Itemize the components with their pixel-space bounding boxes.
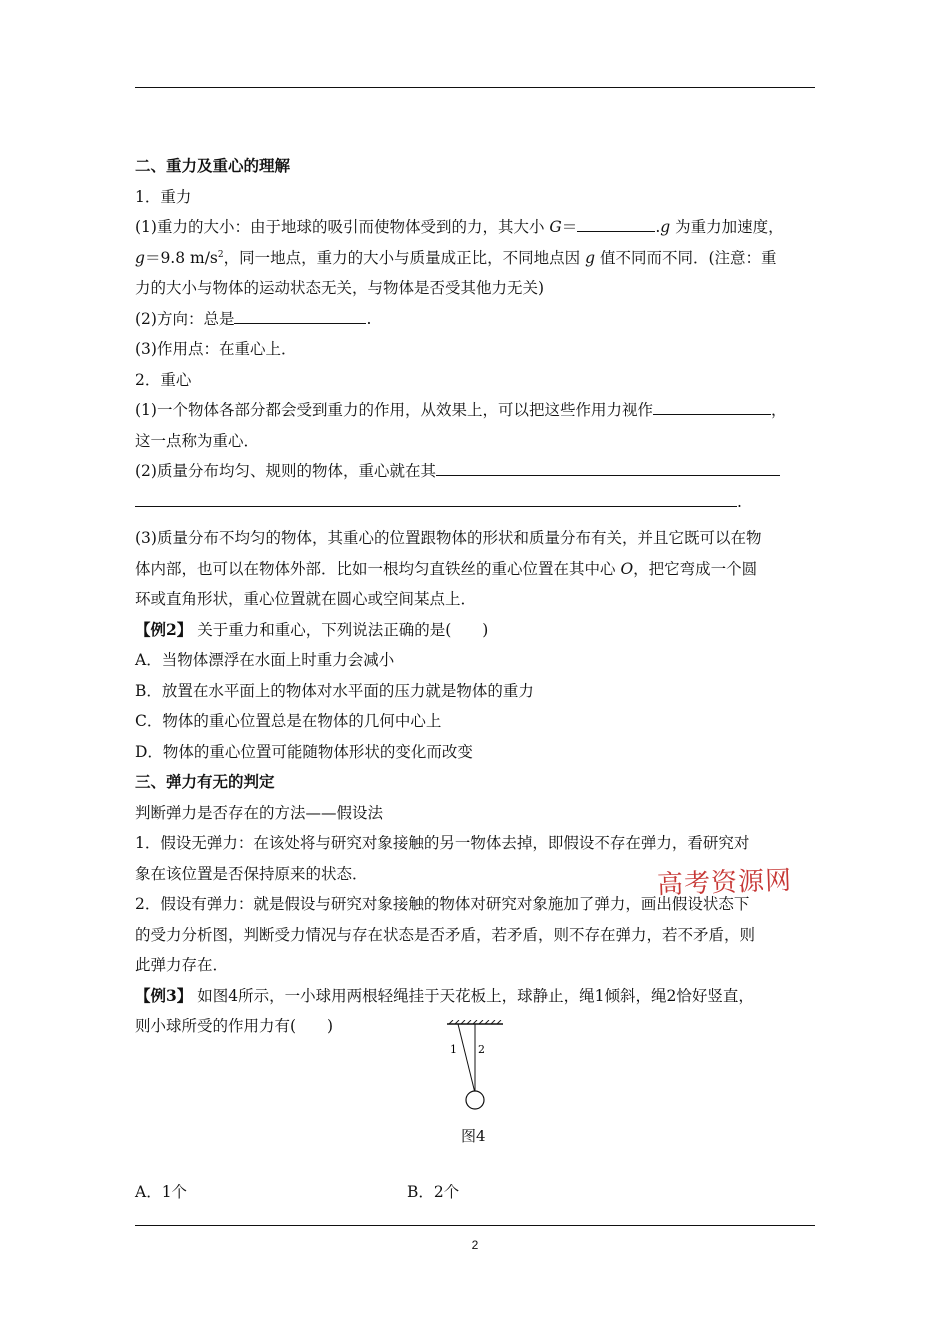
paragraph: . [135,487,815,518]
option-a[interactable]: A．1个 [135,1183,188,1201]
option-b[interactable]: B．放置在水平面上的物体对水平面的压力就是物体的重力 [135,681,534,700]
option-c[interactable]: C．物体的重心位置总是在物体的几何中心上 [135,712,442,730]
paragraph: (2)质量分布均匀、规则的物体，重心就在其 [135,456,815,487]
paragraph: 2．重心 [135,370,192,389]
rope-1 [458,1024,475,1093]
paragraph: (1)一个物体各部分都会受到重力的作用，从效果上，可以把这些作用力视作 ， [135,395,815,426]
option-a[interactable]: A．当物体漂浮在水面上时重力会减小 [135,651,395,669]
example-tag: 【例3】 [135,985,193,1005]
fill-blank[interactable] [135,489,737,507]
paragraph: g＝9.8 $m/s^2$，同一地点，重力的大小与质量成正比，不同地点因 g 值不同而不同．(注意：重 [135,248,777,267]
example-tag: 【例2】 [135,619,193,639]
paragraph: 体内部，也可以在物体外部．比如一根均匀直铁丝的重心位置在其中心 O，把它弯成一个圆 [135,559,758,578]
ball [466,1091,484,1109]
fill-blank[interactable] [653,397,771,415]
paragraph: 的受力分析图，判断受力情况与存在状态是否矛盾，若矛盾，则不存在弹力，若不矛盾，则 [135,925,756,944]
figure-4-diagram [445,1020,505,1115]
section-title-gravity: 二、重力及重心的理解 [135,156,291,175]
header-rule [135,87,815,88]
paragraph: 判断弹力是否存在的方法——假设法 [135,803,384,822]
rope-1-label: 1 [450,1043,457,1056]
paragraph: 则小球所受的作用力有( ) [135,1017,334,1035]
figure-caption: 图4 [461,1127,486,1145]
section-title-elastic: 三、弹力有无的判定 [135,772,275,791]
fill-blank[interactable] [577,214,655,232]
paragraph: 此弹力存在． [135,956,229,974]
paragraph: 力的大小与物体的运动状态无关，与物体是否受其他力无关) [135,279,545,297]
paragraph: 这一点称为重心． [135,431,260,450]
paragraph: (1)重力的大小：由于地球的吸引而使物体受到的力，其大小 G＝ .g 为重力加速度， [135,212,815,243]
fill-blank[interactable] [234,306,366,324]
watermark: 高考资源网 [656,865,793,901]
option-d[interactable]: D．物体的重心位置可能随物体形状的变化而改变 [135,742,473,761]
rope-2-label: 2 [478,1043,485,1056]
page-number: 2 [471,1238,479,1252]
paragraph: 2．假设有弹力：就是假设与研究对象接触的物体对研究对象施加了弹力，画出假设状态下 [135,895,750,913]
example-3-question: 【例3】 如图4所示，一小球用两根轻绳挂于天花板上，球静止，绳1倾斜，绳2恰好竖直， [135,985,754,1005]
option-b[interactable]: B．2个 [407,1183,460,1201]
document-body [135,151,815,1042]
paragraph: (3)作用点：在重心上． [135,340,297,358]
paragraph: 1．假设无弹力：在该处将与研究对象接触的另一物体去掉，即假设不存在弹力，看研究对 [135,834,750,852]
example-2-question: 【例2】 关于重力和重心，下列说法正确的是( ) [135,619,489,639]
paragraph: 1．重力 [135,187,192,206]
paragraph: (2)方向：总是 . [135,304,815,335]
footer-rule [135,1225,815,1226]
fill-blank[interactable] [436,458,780,476]
paragraph: (3)质量分布不均匀的物体，其重心的位置跟物体的形状和质量分布有关，并且它既可以在物 [135,529,762,547]
paragraph: 象在该位置是否保持原来的状态． [135,864,368,883]
paragraph: 环或直角形状，重心位置就在圆心或空间某点上． [135,590,477,608]
